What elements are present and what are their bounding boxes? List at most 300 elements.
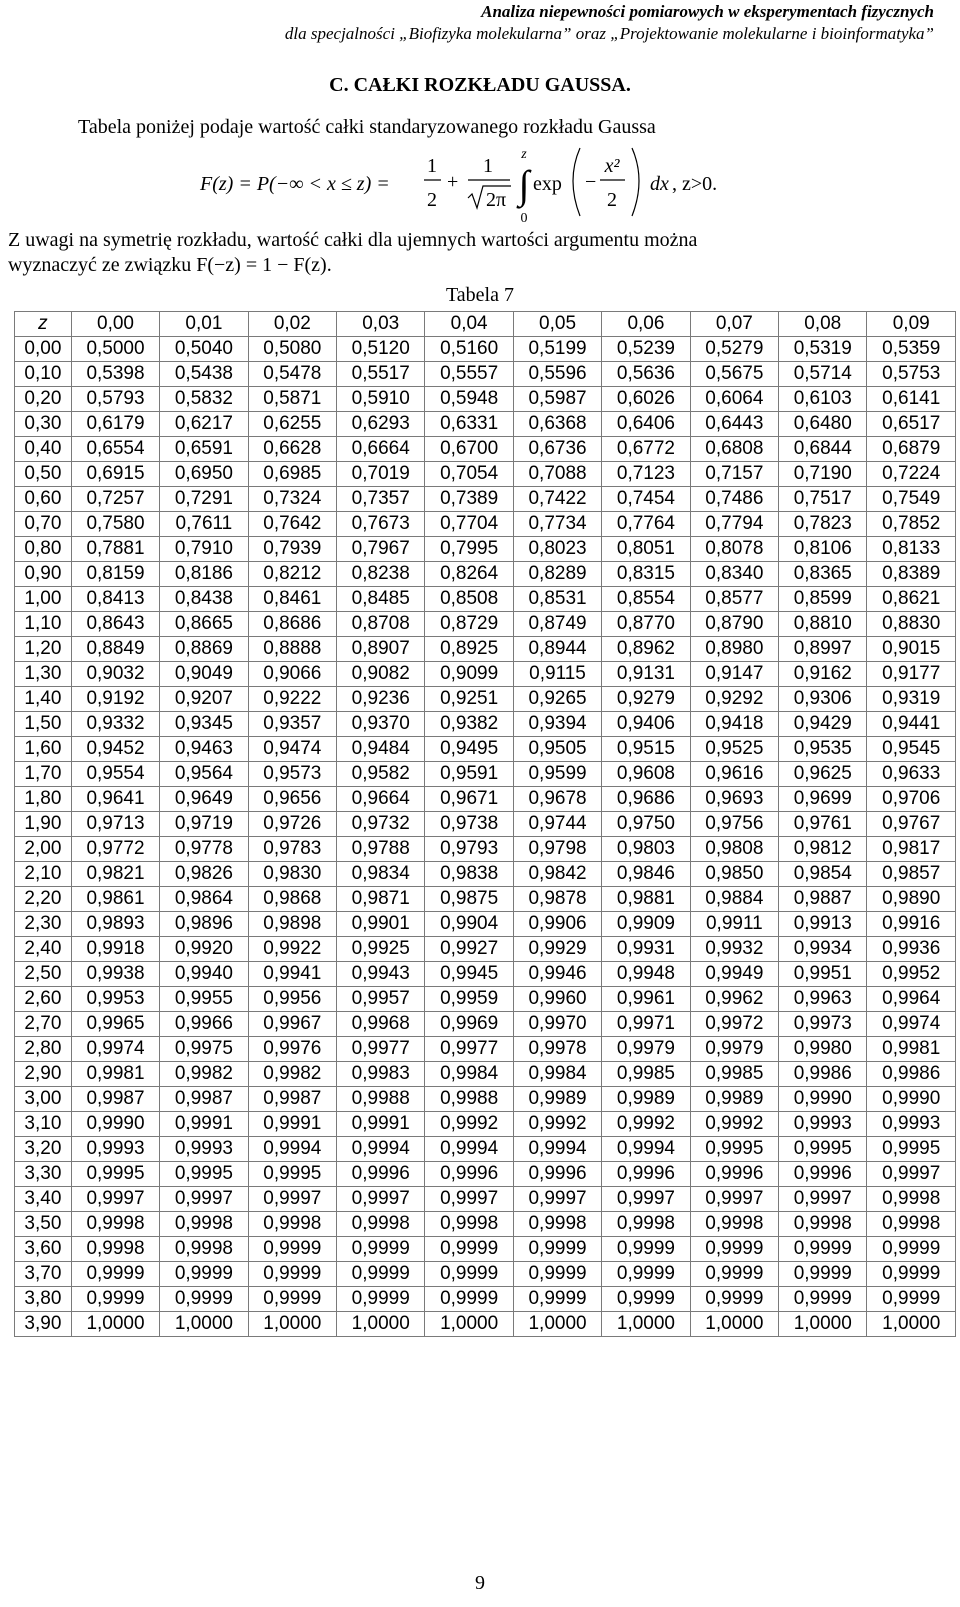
table-cell: 0,8461 <box>248 587 336 612</box>
table-cell: 0,9996 <box>337 1162 425 1187</box>
column-header: 0,03 <box>337 312 425 337</box>
z-value-cell: 1,60 <box>15 737 72 762</box>
table-cell: 0,7291 <box>160 487 248 512</box>
z-value-cell: 3,10 <box>15 1112 72 1137</box>
table-cell: 0,6591 <box>160 437 248 462</box>
table-cell: 0,9965 <box>71 1012 159 1037</box>
column-header: 0,00 <box>71 312 159 337</box>
table-cell: 0,7881 <box>71 537 159 562</box>
table-cell: 0,9997 <box>690 1187 778 1212</box>
table-row <box>15 1012 956 1037</box>
table-cell: 0,9761 <box>779 812 867 837</box>
table-cell: 0,7611 <box>160 512 248 537</box>
table-cell: 0,9649 <box>160 787 248 812</box>
table-cell: 0,9980 <box>779 1037 867 1062</box>
table-cell: 0,9664 <box>337 787 425 812</box>
table-cell: 0,7257 <box>71 487 159 512</box>
z-value-cell: 1,20 <box>15 637 72 662</box>
table-cell: 0,5319 <box>779 337 867 362</box>
z-value-cell: 0,90 <box>15 562 72 587</box>
table-cell: 0,9977 <box>337 1037 425 1062</box>
table-cell: 0,8023 <box>513 537 601 562</box>
table-cell: 0,7734 <box>513 512 601 537</box>
table-cell: 0,6406 <box>602 412 690 437</box>
table-cell: 0,9998 <box>425 1212 513 1237</box>
table-cell: 0,9382 <box>425 712 513 737</box>
table-cell: 0,9996 <box>602 1162 690 1187</box>
table-cell: 0,5160 <box>425 337 513 362</box>
column-header: z <box>15 312 72 337</box>
table-cell: 0,9975 <box>160 1037 248 1062</box>
table-cell: 0,8907 <box>337 637 425 662</box>
table-row <box>15 437 956 462</box>
z-value-cell: 1,40 <box>15 687 72 712</box>
z-value-cell: 2,60 <box>15 987 72 1012</box>
table-cell: 0,9896 <box>160 912 248 937</box>
formula-lower-limit: 0 <box>520 211 528 226</box>
table-cell: 0,6141 <box>867 387 956 412</box>
table-cell: 0,8599 <box>779 587 867 612</box>
table-cell: 0,6736 <box>513 437 601 462</box>
table-cell: 0,6772 <box>602 437 690 462</box>
table-row <box>15 1162 956 1187</box>
table-cell: 0,8413 <box>71 587 159 612</box>
table-cell: 0,9988 <box>425 1087 513 1112</box>
table-cell: 0,6879 <box>867 437 956 462</box>
table-row <box>15 1062 956 1087</box>
column-header: 0,05 <box>513 312 601 337</box>
table-cell: 0,9744 <box>513 812 601 837</box>
table-cell: 0,9898 <box>248 912 336 937</box>
table-cell: 0,9998 <box>602 1212 690 1237</box>
z-value-cell: 2,40 <box>15 937 72 962</box>
table-cell: 0,9996 <box>690 1162 778 1187</box>
header-title: Analiza niepewności pomiarowych w eksperymentach fizycznych <box>481 2 934 21</box>
table-cell: 0,9962 <box>690 987 778 1012</box>
table-cell: 0,7422 <box>513 487 601 512</box>
table-row <box>15 737 956 762</box>
table-cell: 0,9948 <box>602 962 690 987</box>
z-value-cell: 0,10 <box>15 362 72 387</box>
table-cell: 0,9279 <box>602 687 690 712</box>
table-cell: 0,8770 <box>602 612 690 637</box>
table-cell: 0,9998 <box>337 1212 425 1237</box>
table-cell: 0,9987 <box>160 1087 248 1112</box>
table-cell: 0,8051 <box>602 537 690 562</box>
table-cell: 0,9998 <box>867 1187 956 1212</box>
table-cell: 0,9959 <box>425 987 513 1012</box>
formula-half-num: 1 <box>427 155 437 177</box>
table-cell: 0,9890 <box>867 887 956 912</box>
table-cell: 0,8508 <box>425 587 513 612</box>
table-cell: 0,9999 <box>248 1237 336 1262</box>
table-cell: 0,9778 <box>160 837 248 862</box>
table-cell: 0,9996 <box>513 1162 601 1187</box>
table-cell: 0,9922 <box>248 937 336 962</box>
table-cell: 0,6443 <box>690 412 778 437</box>
table-cell: 0,5040 <box>160 337 248 362</box>
table-cell: 0,5517 <box>337 362 425 387</box>
table-cell: 0,7486 <box>690 487 778 512</box>
table-row <box>15 1112 956 1137</box>
z-value-cell: 3,50 <box>15 1212 72 1237</box>
table-cell: 0,5557 <box>425 362 513 387</box>
table-cell: 0,8078 <box>690 537 778 562</box>
table-cell: 0,9783 <box>248 837 336 862</box>
table-row <box>15 812 956 837</box>
table-cell: 0,8849 <box>71 637 159 662</box>
table-cell: 0,9222 <box>248 687 336 712</box>
table-cell: 0,5359 <box>867 337 956 362</box>
table-cell: 0,5000 <box>71 337 159 362</box>
z-value-cell: 1,10 <box>15 612 72 637</box>
table-cell: 0,7324 <box>248 487 336 512</box>
table-cell: 0,9131 <box>602 662 690 687</box>
table-cell: 0,5279 <box>690 337 778 362</box>
table-cell: 0,9996 <box>425 1162 513 1187</box>
table-cell: 0,9726 <box>248 812 336 837</box>
table-cell: 0,9582 <box>337 762 425 787</box>
table-cell: 0,6554 <box>71 437 159 462</box>
table-cell: 0,5478 <box>248 362 336 387</box>
z-value-cell: 3,20 <box>15 1137 72 1162</box>
table-cell: 0,9868 <box>248 887 336 912</box>
table-cell: 0,9750 <box>602 812 690 837</box>
table-row <box>15 612 956 637</box>
table-cell: 0,9864 <box>160 887 248 912</box>
table-cell: 0,9988 <box>337 1087 425 1112</box>
table-row <box>15 1212 956 1237</box>
table-cell: 0,7517 <box>779 487 867 512</box>
z-value-cell: 0,50 <box>15 462 72 487</box>
formula-coef-num: 1 <box>483 155 493 177</box>
formula-upper-limit: z <box>521 147 527 162</box>
column-header: 0,07 <box>690 312 778 337</box>
z-value-cell: 1,00 <box>15 587 72 612</box>
table-cell: 0,8980 <box>690 637 778 662</box>
table-cell: 0,9998 <box>513 1212 601 1237</box>
table-cell: 0,5636 <box>602 362 690 387</box>
table-cell: 0,9767 <box>867 812 956 837</box>
table-cell: 0,9875 <box>425 887 513 912</box>
table-cell: 0,9881 <box>602 887 690 912</box>
table-cell: 0,9838 <box>425 862 513 887</box>
table-cell: 0,9968 <box>337 1012 425 1037</box>
table-cell: 0,9945 <box>425 962 513 987</box>
table-cell: 0,8159 <box>71 562 159 587</box>
table-cell: 0,9429 <box>779 712 867 737</box>
table-cell: 0,9115 <box>513 662 601 687</box>
z-value-cell: 3,30 <box>15 1162 72 1187</box>
table-cell: 0,9936 <box>867 937 956 962</box>
table-row <box>15 837 956 862</box>
table-cell: 0,9997 <box>337 1187 425 1212</box>
table-cell: 0,7642 <box>248 512 336 537</box>
table-cell: 0,9997 <box>160 1187 248 1212</box>
table-cell: 0,9999 <box>160 1287 248 1312</box>
table-cell: 0,8944 <box>513 637 601 662</box>
table-cell: 0,9788 <box>337 837 425 862</box>
table-cell: 0,6480 <box>779 412 867 437</box>
table-cell: 0,9357 <box>248 712 336 737</box>
table-cell: 0,8554 <box>602 587 690 612</box>
table-cell: 0,6255 <box>248 412 336 437</box>
z-value-cell: 2,70 <box>15 1012 72 1037</box>
table-cell: 0,8665 <box>160 612 248 637</box>
table-cell: 0,9564 <box>160 762 248 787</box>
table-cell: 0,8962 <box>602 637 690 662</box>
table-cell: 0,5987 <box>513 387 601 412</box>
table-cell: 0,6628 <box>248 437 336 462</box>
table-cell: 0,9599 <box>513 762 601 787</box>
table-cell: 0,8389 <box>867 562 956 587</box>
table-cell: 0,9656 <box>248 787 336 812</box>
table-cell: 0,9999 <box>337 1237 425 1262</box>
column-header: 0,01 <box>160 312 248 337</box>
table-row <box>15 1137 956 1162</box>
table-cell: 0,6844 <box>779 437 867 462</box>
table-cell: 0,9878 <box>513 887 601 912</box>
table-cell: 0,9999 <box>248 1287 336 1312</box>
table-cell: 0,6700 <box>425 437 513 462</box>
table-cell: 0,9994 <box>425 1137 513 1162</box>
table-cell: 0,9906 <box>513 912 601 937</box>
table-cell: 0,5832 <box>160 387 248 412</box>
table-cell: 0,9993 <box>867 1112 956 1137</box>
table-header-row <box>15 312 956 337</box>
table-cell: 0,9713 <box>71 812 159 837</box>
table-cell: 0,9964 <box>867 987 956 1012</box>
table-row <box>15 1312 956 1337</box>
table-cell: 0,8686 <box>248 612 336 637</box>
section-title: C. CAŁKI ROZKŁADU GAUSSA. <box>329 74 631 96</box>
table-cell: 0,9099 <box>425 662 513 687</box>
table-row <box>15 587 956 612</box>
table-cell: 0,9834 <box>337 862 425 887</box>
table-cell: 0,6664 <box>337 437 425 462</box>
table-cell: 0,9971 <box>602 1012 690 1037</box>
table-cell: 0,9803 <box>602 837 690 862</box>
table-row <box>15 1037 956 1062</box>
table-cell: 0,9951 <box>779 962 867 987</box>
table-cell: 0,9418 <box>690 712 778 737</box>
table-row <box>15 937 956 962</box>
table-cell: 0,9625 <box>779 762 867 787</box>
table-cell: 0,9850 <box>690 862 778 887</box>
table-cell: 0,5239 <box>602 337 690 362</box>
table-cell: 0,9997 <box>248 1187 336 1212</box>
table-cell: 0,6103 <box>779 387 867 412</box>
table-cell: 0,7764 <box>602 512 690 537</box>
table-cell: 0,9957 <box>337 987 425 1012</box>
page-number: 9 <box>475 1572 485 1594</box>
table-cell: 0,7019 <box>337 462 425 487</box>
z-value-cell: 2,30 <box>15 912 72 937</box>
table-cell: 0,9861 <box>71 887 159 912</box>
z-value-cell: 3,00 <box>15 1087 72 1112</box>
table-cell: 0,9994 <box>602 1137 690 1162</box>
table-cell: 0,8133 <box>867 537 956 562</box>
table-cell: 0,6950 <box>160 462 248 487</box>
table-cell: 0,9706 <box>867 787 956 812</box>
table-cell: 0,9946 <box>513 962 601 987</box>
table-row <box>15 762 956 787</box>
table-cell: 0,9997 <box>513 1187 601 1212</box>
table-cell: 0,9940 <box>160 962 248 987</box>
column-header: 0,06 <box>602 312 690 337</box>
table-cell: 0,9999 <box>602 1237 690 1262</box>
table-cell: 0,9857 <box>867 862 956 887</box>
table-cell: 0,9999 <box>690 1262 778 1287</box>
table-cell: 0,9817 <box>867 837 956 862</box>
table-cell: 0,9989 <box>690 1087 778 1112</box>
z-value-cell: 2,20 <box>15 887 72 912</box>
z-value-cell: 2,10 <box>15 862 72 887</box>
header-subtitle: dla specjalności „Biofizyka molekularna” oraz „Projektowanie molekularne i bioinformatyka” <box>284 24 934 43</box>
table-cell: 0,9999 <box>425 1237 513 1262</box>
table-cell: 0,9265 <box>513 687 601 712</box>
z-value-cell: 2,50 <box>15 962 72 987</box>
table-row <box>15 512 956 537</box>
table-cell: 0,9989 <box>513 1087 601 1112</box>
table-cell: 0,9901 <box>337 912 425 937</box>
table-cell: 0,9997 <box>867 1162 956 1187</box>
z-value-cell: 1,80 <box>15 787 72 812</box>
z-value-cell: 0,60 <box>15 487 72 512</box>
table-cell: 0,7967 <box>337 537 425 562</box>
table-cell: 0,7580 <box>71 512 159 537</box>
table-cell: 0,9973 <box>779 1012 867 1037</box>
table-cell: 0,9999 <box>513 1262 601 1287</box>
table-cell: 0,7454 <box>602 487 690 512</box>
table-cell: 0,9995 <box>867 1137 956 1162</box>
table-cell: 0,6064 <box>690 387 778 412</box>
table-cell: 0,9887 <box>779 887 867 912</box>
z-value-cell: 3,70 <box>15 1262 72 1287</box>
table-cell: 0,9871 <box>337 887 425 912</box>
table-cell: 0,9984 <box>425 1062 513 1087</box>
formula-exp: exp <box>533 173 562 195</box>
table-cell: 0,5753 <box>867 362 956 387</box>
table-cell: 0,9846 <box>602 862 690 887</box>
table-cell: 0,9049 <box>160 662 248 687</box>
table-cell: 0,9956 <box>248 987 336 1012</box>
table-cell: 0,9999 <box>513 1287 601 1312</box>
table-cell: 0,7794 <box>690 512 778 537</box>
table-cell: 0,8997 <box>779 637 867 662</box>
table-cell: 0,5910 <box>337 387 425 412</box>
table-cell: 0,9985 <box>602 1062 690 1087</box>
table-cell: 0,9967 <box>248 1012 336 1037</box>
table-cell: 0,9918 <box>71 937 159 962</box>
table-cell: 0,9525 <box>690 737 778 762</box>
table-cell: 0,9963 <box>779 987 867 1012</box>
z-value-cell: 1,90 <box>15 812 72 837</box>
table-row <box>15 887 956 912</box>
table-cell: 0,6808 <box>690 437 778 462</box>
table-cell: 0,9989 <box>602 1087 690 1112</box>
table-cell: 0,9821 <box>71 862 159 887</box>
table-cell: 0,9992 <box>602 1112 690 1137</box>
table-cell: 0,9978 <box>513 1037 601 1062</box>
table-cell: 0,9991 <box>248 1112 336 1137</box>
table-cell: 0,9904 <box>425 912 513 937</box>
table-cell: 0,9236 <box>337 687 425 712</box>
table-cell: 0,9495 <box>425 737 513 762</box>
column-header: 0,04 <box>425 312 513 337</box>
table-cell: 0,9991 <box>160 1112 248 1137</box>
table-cell: 0,9207 <box>160 687 248 712</box>
table-cell: 0,9999 <box>779 1262 867 1287</box>
table-cell: 0,9995 <box>690 1137 778 1162</box>
formula-condition: , z>0. <box>672 173 718 195</box>
table-cell: 0,9999 <box>867 1237 956 1262</box>
table-cell: 0,9916 <box>867 912 956 937</box>
table-cell: 0,9147 <box>690 662 778 687</box>
table-row <box>15 462 956 487</box>
table-cell: 0,6985 <box>248 462 336 487</box>
table-cell: 0,9992 <box>425 1112 513 1137</box>
table-cell: 0,9999 <box>602 1287 690 1312</box>
table-cell: 0,9633 <box>867 762 956 787</box>
table-cell: 0,9441 <box>867 712 956 737</box>
z-value-cell: 3,60 <box>15 1237 72 1262</box>
table-cell: 0,9678 <box>513 787 601 812</box>
table-cell: 0,8365 <box>779 562 867 587</box>
table-cell: 0,9345 <box>160 712 248 737</box>
column-header: 0,02 <box>248 312 336 337</box>
table-cell: 0,9474 <box>248 737 336 762</box>
table-cell: 0,9756 <box>690 812 778 837</box>
table-cell: 0,9999 <box>71 1287 159 1312</box>
formula-exp-den: 2 <box>607 189 617 211</box>
table-cell: 0,9177 <box>867 662 956 687</box>
table-cell: 0,9970 <box>513 1012 601 1037</box>
table-row <box>15 712 956 737</box>
table-cell: 0,9992 <box>513 1112 601 1137</box>
table-cell: 0,9162 <box>779 662 867 687</box>
table-cell: 0,9738 <box>425 812 513 837</box>
table-cell: 0,7157 <box>690 462 778 487</box>
right-paren-icon <box>632 148 639 216</box>
table-cell: 0,9994 <box>513 1137 601 1162</box>
table-cell: 0,5438 <box>160 362 248 387</box>
z-value-cell: 0,20 <box>15 387 72 412</box>
table-cell: 0,8289 <box>513 562 601 587</box>
table-cell: 0,8577 <box>690 587 778 612</box>
table-cell: 0,8212 <box>248 562 336 587</box>
table-cell: 0,9812 <box>779 837 867 862</box>
table-cell: 0,8729 <box>425 612 513 637</box>
gauss-table <box>14 311 956 1337</box>
table-cell: 0,9953 <box>71 987 159 1012</box>
table-row <box>15 987 956 1012</box>
table-cell: 0,9941 <box>248 962 336 987</box>
table-cell: 0,9913 <box>779 912 867 937</box>
table-cell: 0,8869 <box>160 637 248 662</box>
table-cell: 0,8708 <box>337 612 425 637</box>
table-cell: 0,7224 <box>867 462 956 487</box>
table-cell: 0,9969 <box>425 1012 513 1037</box>
table-cell: 0,9830 <box>248 862 336 887</box>
table-cell: 0,5948 <box>425 387 513 412</box>
table-cell: 0,9943 <box>337 962 425 987</box>
table-caption: Tabela 7 <box>445 284 514 306</box>
table-cell: 0,9993 <box>779 1112 867 1137</box>
table-cell: 0,5596 <box>513 362 601 387</box>
column-header: 0,08 <box>779 312 867 337</box>
table-cell: 0,6217 <box>160 412 248 437</box>
